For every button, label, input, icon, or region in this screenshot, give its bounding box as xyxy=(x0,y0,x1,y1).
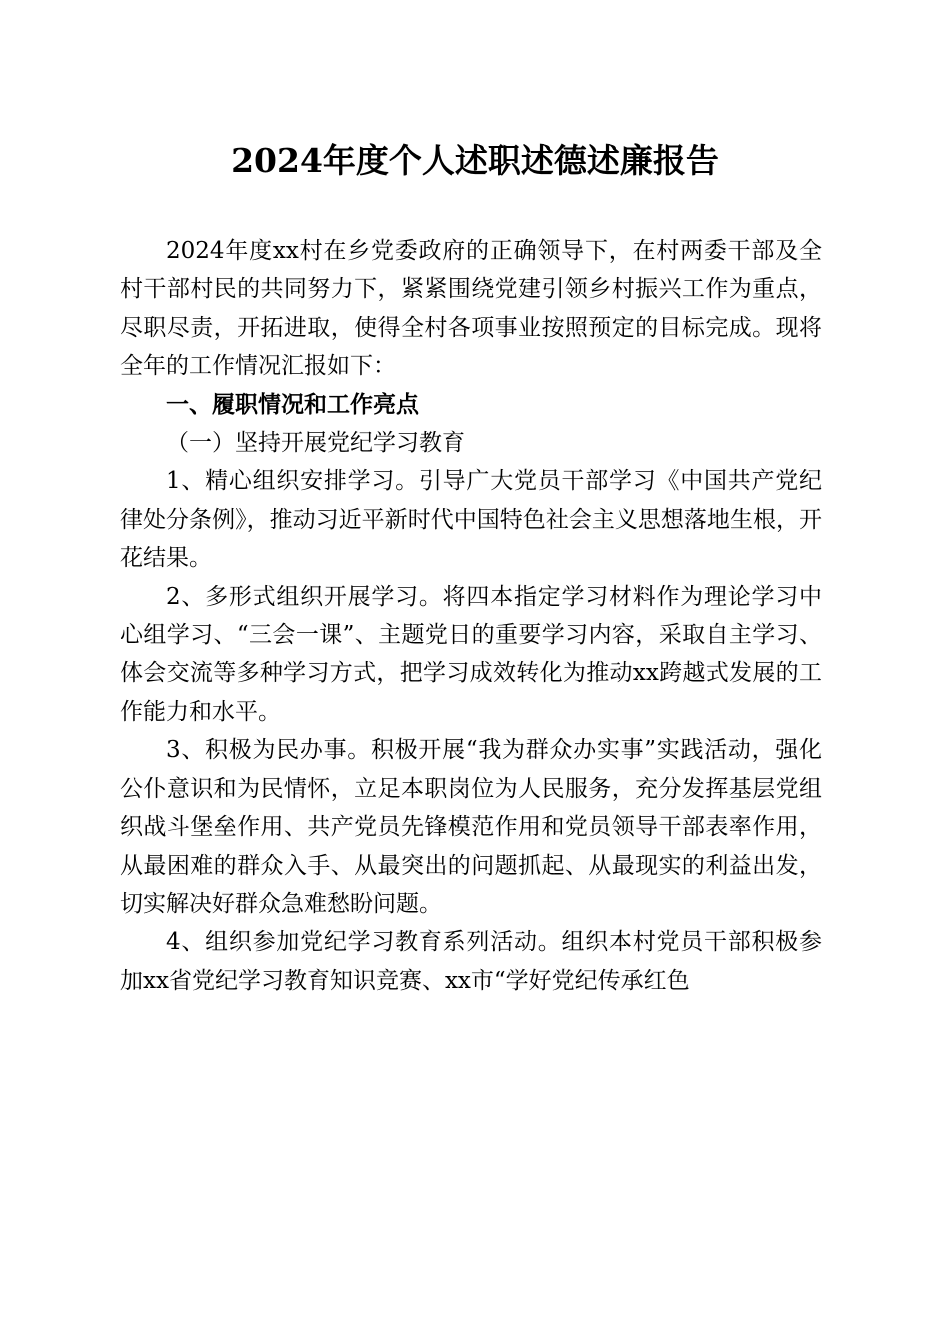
document-body xyxy=(120,232,822,1000)
intro-paragraph: 2024年度xx村在乡党委政府的正确领导下，在村两委干部及全村干部村民的共同努力下，紧紧围绕党建引领乡村振兴工作为重点，尽职尽责，开拓进取，使得全村各项事业按照预定的目标完成。现将全年的工作情况汇报如下： xyxy=(120,238,822,380)
subsection-heading-1: （一）坚持开展党纪学习教育 xyxy=(166,430,465,457)
section-heading-1: 一、履职情况和工作亮点 xyxy=(166,391,419,418)
item-paragraph-3: 3、积极为民办事。积极开展“我为群众办实事”实践活动，强化公仆意识和为民情怀，立足本职岗位为人民服务，充分发挥基层党组织战斗堡垒作用、共产党员先锋模范作用和党员领导干部表率作用，从最困难的群众入手、从最突出的问题抓起、从最现实的利益出发，切实解决好群众急难愁盼问题。 xyxy=(120,737,822,917)
item-paragraph-4: 4、组织参加党纪学习教育系列活动。组织本村党员干部积极参加xx省党纪学习教育知识竞赛、xx市“学好党纪传承红色 xyxy=(120,929,822,994)
item-paragraph-1: 1、精心组织安排学习。引导广大党员干部学习《中国共产党纪律处分条例》，推动习近平新时代中国特色社会主义思想落地生根，开花结果。 xyxy=(120,468,822,572)
item-paragraph-2: 2、多形式组织开展学习。将四本指定学习材料作为理论学习中心组学习、“三会一课”、主题党日的重要学习内容，采取自主学习、体会交流等多种学习方式，把学习成效转化为推动xx跨越式发展的工作能力和水平。 xyxy=(120,583,822,725)
document-title: 2024年度个人述职述德述廉报告 xyxy=(231,141,719,180)
